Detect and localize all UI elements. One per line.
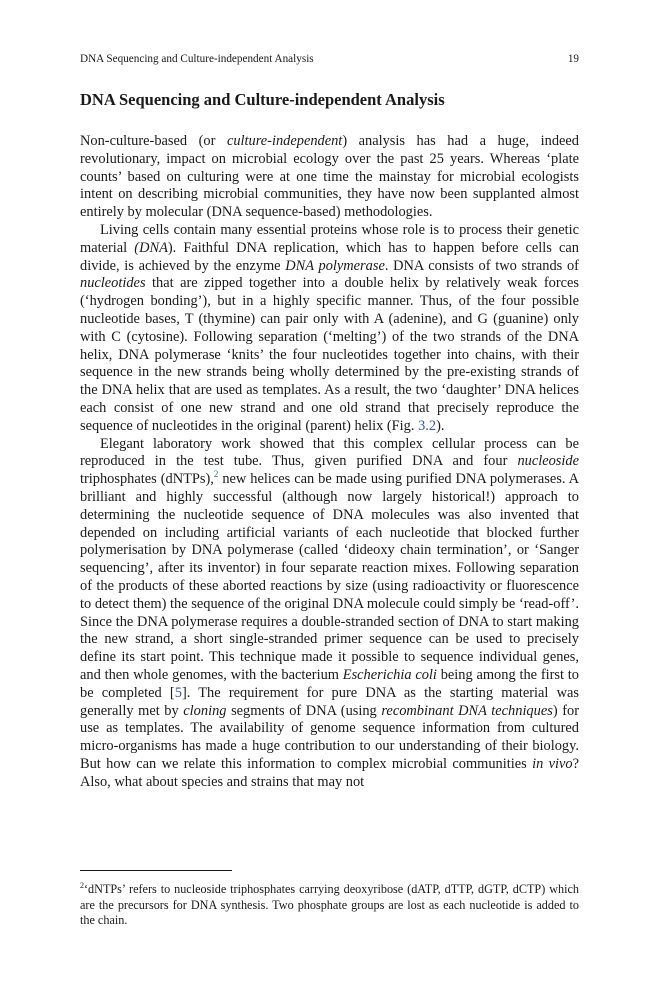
text-run: ]. The requirement for pure DNA as the starting material was generally met by [80, 684, 579, 719]
text-run: ). [436, 417, 445, 434]
section-title: DNA Sequencing and Culture-independent Analysis [80, 90, 445, 109]
italic-term: nucleotides [80, 275, 146, 292]
page-number: 19 [567, 53, 579, 65]
footnote-text: ‘dNTPs’ refers to nucleoside triphosphates carrying deoxyribose (dATP, dTTP, dGTP, dCTP) which are the precursors for DNA synthesis. Two phosphate groups are lost as each nucleotide is added to the chain. [80, 882, 579, 928]
text-run: new helices can be made using purified DNA polymerases. A brilliant and highly successful (although now largely historical!) approach to determining the nucleotide sequence of DNA molecules was also invented that depended on including artificial variants of each nucleotide that blocked further polymerisation by DNA polymerase (called ‘dideoxy chain termination’, or ‘Sanger sequencing’, after its inventor) in four separate reaction mixes. Following separation of the products of these aborted reactions by size (using radioactivity or fluorescence to detect them) the sequence of the original DNA molecule could simply be ‘read-off’. Since the DNA polymerase requires a double-stranded section of DNA to start making the new strand, a short single-stranded primer sequence can be used to precisely define its start point. This technique made it possible to sequence individual genes, and then whole genomes, with the bacterium [80, 471, 579, 683]
italic-term: (DNA [134, 239, 168, 256]
italic-term: nucleoside [517, 453, 579, 470]
text-run: being among the first to be completed [ [80, 666, 579, 701]
text-run: Elegant laboratory work showed that this complex cellular process can be reproduced in the test tube. Thus, given purified DNA and four [80, 435, 579, 470]
footnote-marker: 2 [80, 881, 84, 890]
text-run: triphosphates (dNTPs), [80, 471, 214, 488]
figure-reference-link[interactable]: 3.2 [418, 417, 437, 434]
text-run: . DNA consists of two strands of [384, 257, 579, 274]
citation-link[interactable]: 5 [174, 684, 182, 701]
paragraph-3 [80, 436, 579, 792]
text-run: ) analysis has had a huge, indeed revolutionary, impact on microbial ecology over the past 25 years. Whereas ‘plate counts’ based on culturing were at one time the mainstay for microbial ecologists intent on describing microbial communities, they have now been supplanted almost entirely by molecular (DNA sequence-based) methodologies. [80, 133, 579, 221]
text-run: segments of DNA (using [226, 702, 382, 719]
italic-term: cloning [183, 702, 227, 719]
book-page [80, 0, 579, 1000]
text-run: that are zipped together into a double helix by relatively weak forces (‘hydrogen bonding’), but in a highly specific manner. Thus, of the four possible nucleotide bases, T (thymine) can pair only with A (adenine), and G (guanine) only with C (cytosine). Following separation (‘melting’) of the two strands of the DNA helix, DNA polymerase ‘knits’ the four nucleotides together into chains, with their sequence in the new strands being wholly determined by the pre-existing strands of the DNA helix that are used as templates. As a result, the two ‘daughter’ DNA helices each consist of one new strand and one old strand that precisely reproduce the sequence of nucleotides in the original (parent) helix (Fig. [80, 275, 579, 434]
italic-term: recombinant DNA techniques [381, 702, 553, 719]
italic-term: culture-independent [226, 133, 343, 149]
text-run: ? Also, what about species and strains that may not [80, 755, 579, 790]
text-run: ) for use as templates. The availability of genome sequence information from cultured micro-organisms has made a huge contribution to our understanding of their biology. But how can we relate this information to complex microbial communities [80, 702, 579, 772]
footnote [80, 882, 579, 929]
footnote-reference-link[interactable]: 2 [213, 469, 219, 480]
paragraph-1 [80, 133, 579, 222]
italic-term: Escherichia coli [342, 666, 437, 683]
paragraph-2 [80, 222, 579, 436]
text-run: ). Faithful DNA replication, which has to happen before cells can divide, is achieved by the enzyme [80, 239, 579, 274]
italic-term: in vivo [532, 755, 573, 772]
running-head-title: DNA Sequencing and Culture-independent Analysis [80, 53, 314, 65]
footnote-divider [80, 870, 232, 871]
italic-term: DNA polymerase [285, 257, 385, 274]
body-text [80, 133, 579, 791]
text-run: Living cells contain many essential proteins whose role is to process their genetic material [80, 221, 579, 256]
text-run: Non-culture-based (or [80, 133, 227, 149]
